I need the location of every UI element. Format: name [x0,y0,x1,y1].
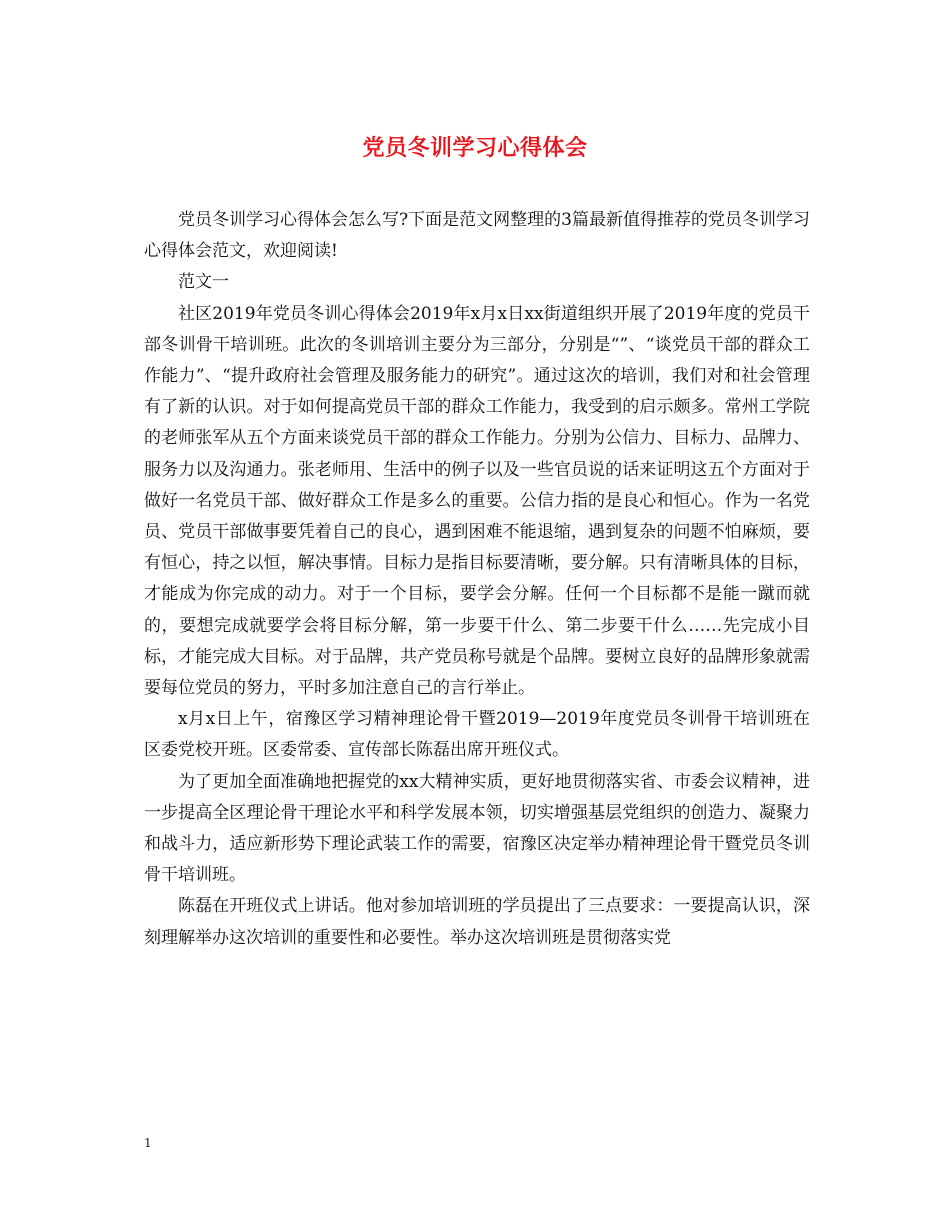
document-title: 党员冬训学习心得体会 [362,135,588,161]
intro-paragraph: 党员冬训学习心得体会怎么写?下面是范文网整理的3篇最新值得推荐的党员冬训学习心得体会范文，欢迎阅读! [144,210,810,262]
document-body [144,205,810,954]
section-heading-sample-one: 范文一 [178,272,229,293]
body-paragraph: 社区2019年党员冬训心得体会2019年x月x日xx街道组织开展了2019年度的党员干部冬训骨干培训班。此次的冬训培训主要分为三部分，分别是“”、“谈党员干部的群众工作能力”、“提升政府社会管理及服务能力的研究”。通过这次的培训，我们对和社会管理有了新的认识。对于如何提高党员干部的群众工作能力，我受到的启示颇多。常州工学院的老师张军从五个方面来谈党员干部的群众工作能力。分别为公信力、目标力、品牌力、服务力以及沟通力。张老师用、生活中的例子以及一些官员说的话来证明这五个方面对于做好一名党员干部、做好群众工作是多么的重要。公信力指的是良心和恒心。作为一名党员、党员干部做事要凭着自己的良心，遇到困难不能退缩，遇到复杂的问题不怕麻烦，要有恒心，持之以恒，解决事情。目标力是指目标要清晰，要分解。只有清晰具体的目标，才能成为你完成的动力。对于一个目标，要学会分解。任何一个目标都不是能一蹴而就的，要想完成就要学会将目标分解，第一步要干什么、第二步要干什么……先完成小目标，才能完成大目标。对于品牌，共产党员称号就是个品牌。要树立良好的品牌形象就需要每位党员的努力，平时多加注意自己的言行举止。 [144,303,810,699]
page-number: 1 [144,1136,152,1150]
body-paragraph: 为了更加全面准确地把握党的xx大精神实质，更好地贯彻落实省、市委会议精神，进一步提高全区理论骨干理论水平和科学发展本领，切实增强基层党组织的创造力、凝聚力和战斗力，适应新形势下理论武装工作的需要，宿豫区决定举办精神理论骨干暨党员冬训骨干培训班。 [144,771,810,886]
body-paragraph: 陈磊在开班仪式上讲话。他对参加培训班的学员提出了三点要求：一要提高认识，深刻理解举办这次培训的重要性和必要性。举办这次培训班是贯彻落实党 [144,896,810,948]
body-paragraph: x月x日上午，宿豫区学习精神理论骨干暨2019—2019年度党员冬训骨干培训班在区委党校开班。区委常委、宣传部长陈磊出席开班仪式。 [144,709,810,761]
